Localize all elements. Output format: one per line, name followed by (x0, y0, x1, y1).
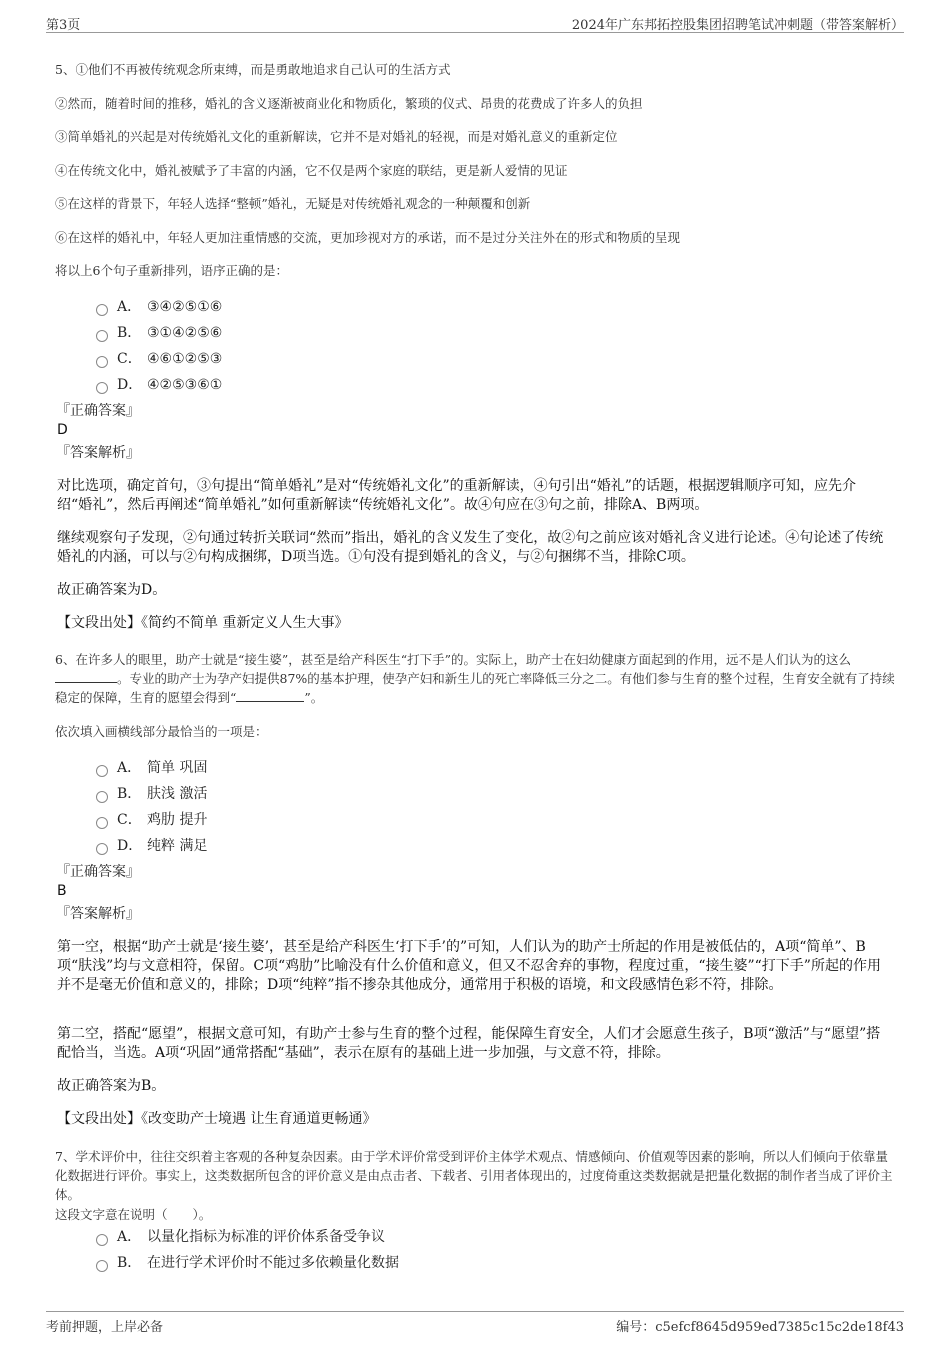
document-title: 2024年广东邦拓控股集团招聘笔试冲刺题（带答案解析） (571, 18, 904, 33)
q5-sentence-2: ②然而，随着时间的推移，婚礼的含义逐渐被商业化和物质化，繁琐的仪式、昂贵的花费成了许多人的负担 (55, 96, 643, 111)
option-letter: A． (117, 1229, 142, 1245)
option-text: 以量化指标为标准的评价体系备受争议 (147, 1229, 385, 1245)
q6-analysis-para-2: 第二空，搭配“愿望”，根据文意可知，有助产士参与生育的整个过程，能保障生育安全，人们才会愿意生孩子，B项“激活”与“愿望”搭配恰当，当选。A项“巩固”通常搭配“基础”，表示在原有的基础上进一步加强，与文意不符，排除。 (57, 1026, 881, 1061)
q6-option-a[interactable] (96, 758, 207, 778)
q6-answer: B (57, 883, 67, 899)
q5-option-c[interactable] (96, 349, 222, 369)
q5-option-d[interactable] (96, 375, 222, 395)
option-letter: A． (117, 760, 142, 776)
option-letter: C． (117, 351, 142, 367)
q6-stem-part3: ”。 (304, 690, 324, 705)
radio-icon[interactable] (96, 1234, 108, 1246)
radio-icon[interactable] (96, 1260, 108, 1272)
q5-option-b[interactable] (96, 323, 222, 343)
page-footer (46, 1311, 904, 1338)
q5-analysis-para-3: 故正确答案为D。 (57, 582, 167, 598)
q5-sentence-4: ④在传统文化中，婚礼被赋予了丰富的内涵，它不仅是两个家庭的联结，更是新人爱情的见证 (55, 163, 568, 178)
q6-source: 【文段出处】《改变助产士境遇 让生育通道更畅通》 (57, 1111, 377, 1127)
q5-option-a[interactable] (96, 297, 222, 317)
q5-sentence-6: ⑥在这样的婚礼中，年轻人更加注重情感的交流，更加珍视对方的承诺，而不是过分关注外在的形式和物质的呈现 (55, 230, 681, 245)
radio-icon[interactable] (96, 356, 108, 368)
q6-option-c[interactable] (96, 810, 207, 830)
q5-analysis-para-2: 继续观察句子发现，②句通过转折关联词“然而”指出，婚礼的含义发生了变化，故②句之前应该对婚礼含义进行论述。④句论述了传统婚礼的内涵，可以与②句构成捆绑，D项当选。①句没有提到婚礼的含义，与②句捆绑不当，排除C项。 (57, 530, 884, 565)
q7-stem: 7、学术评价中，往往交织着主客观的各种复杂因素。由于学术评价常受到评价主体学术观点、情感倾向、价值观等因素的影响，所以人们倾向于依靠量化数据进行评价。事实上，这类数据所包含的评价意义是由点击者、下载者、引用者体现出的，过度倚重这类数据就是把量化数据的制作者当成了评价主体。 (55, 1149, 893, 1202)
q5-analysis-label: 『答案解析』 (56, 445, 140, 461)
q6-analysis-para-1: 第一空，根据“助产士就是‘接生婆’，甚至是给产科医生‘打下手’的”可知，人们认为的助产士所起的作用是被低估的，A项“简单”、B项“肤浅”均与文意相符，保留。C项“鸡肋”比喻没有什么价值和意义，但又不忍舍弃的事物，程度过重，“接生婆”“打下手”所起的作用并不是毫无价值和意义的，排除；D项“纯粹”指不掺杂其他成分，通常用于积极的语境，和文段感情色彩不符，排除。 (57, 939, 881, 993)
q7-prompt: 这段文字意在说明（ ）。 (55, 1207, 212, 1222)
q5-answer: D (57, 422, 68, 438)
option-text: 在进行学术评价时不能过多依赖量化数据 (147, 1255, 399, 1271)
option-text: 鸡肋 提升 (147, 812, 208, 828)
radio-icon[interactable] (96, 382, 108, 394)
radio-icon[interactable] (96, 765, 108, 777)
option-letter: A． (117, 299, 142, 315)
q6-stem (55, 650, 900, 707)
radio-icon[interactable] (96, 304, 108, 316)
q5-analysis-para-1: 对比选项，确定首句，③句提出“简单婚礼”是对“传统婚礼文化”的重新解读，④句引出“婚礼”的话题，根据逻辑顺序可知，应先介绍“婚礼”，然后再阐述“简单婚礼”如何重新解读“传统婚礼文化”。故④句应在③句之前，排除A、B两项。 (57, 478, 856, 513)
option-letter: B． (117, 325, 142, 341)
option-text: ④②⑤③⑥① (147, 377, 223, 393)
radio-icon[interactable] (96, 330, 108, 342)
q5-source: 【文段出处】《简约不简单 重新定义人生大事》 (57, 615, 349, 631)
document-id: 编号：c5efcf8645d959ed7385c15c2de18f43 (616, 1320, 904, 1335)
option-text: ③④②⑤①⑥ (147, 299, 223, 315)
option-letter: D． (117, 377, 143, 393)
q6-stem-part1: 6、在许多人的眼里，助产士就是“接生婆”，甚至是给产科医生“打下手”的。实际上，助产士在妇幼健康方面起到的作用，远不是人们认为的这么 (55, 652, 852, 667)
radio-icon[interactable] (96, 791, 108, 803)
radio-icon[interactable] (96, 843, 108, 855)
blank-2 (236, 689, 304, 702)
q6-stem-part2: 。专业的助产士为孕产妇提供87%的基本护理，使孕产妇和新生儿的死亡率降低三分之二。有他们参与生育的整个过程，生育安全就有了持续稳定的保障，生育的愿望会得到“ (55, 671, 895, 705)
option-letter: B． (117, 1255, 142, 1271)
option-text: 肤浅 激活 (147, 786, 208, 802)
q5-sentence-5: ⑤在这样的背景下，年轻人选择“整顿”婚礼，无疑是对传统婚礼观念的一种颠覆和创新 (55, 196, 531, 211)
q6-answer-label: 『正确答案』 (56, 864, 140, 880)
footer-slogan: 考前押题，上岸必备 (46, 1320, 164, 1335)
option-letter: C． (117, 812, 142, 828)
q6-prompt: 依次填入画横线部分最恰当的一项是： (55, 724, 268, 739)
option-letter: D． (117, 838, 143, 854)
q5-sentence-3: ③简单婚礼的兴起是对传统婚礼文化的重新解读，它并不是对婚礼的轻视，而是对婚礼意义的重新定位 (55, 129, 618, 144)
radio-icon[interactable] (96, 817, 108, 829)
q7-option-b[interactable] (96, 1253, 399, 1273)
option-text: 简单 巩固 (147, 760, 208, 776)
q5-sentence-1: 5、①他们不再被传统观念所束缚，而是勇敢地追求自己认可的生活方式 (55, 62, 451, 77)
option-text: ③①④②⑤⑥ (147, 325, 223, 341)
page-number: 第3页 (46, 18, 81, 33)
q6-option-d[interactable] (96, 836, 207, 856)
option-letter: B． (117, 786, 142, 802)
q6-option-b[interactable] (96, 784, 207, 804)
q5-answer-label: 『正确答案』 (56, 403, 140, 419)
q5-prompt: 将以上6个句子重新排列，语序正确的是： (55, 263, 288, 278)
q6-analysis-para-3: 故正确答案为B。 (57, 1078, 166, 1094)
option-text: ④⑥①②⑤③ (147, 351, 223, 367)
q6-analysis-label: 『答案解析』 (56, 906, 140, 922)
option-text: 纯粹 满足 (147, 838, 208, 854)
q7-option-a[interactable] (96, 1227, 385, 1247)
blank-1 (55, 670, 117, 683)
page-header (46, 12, 904, 33)
